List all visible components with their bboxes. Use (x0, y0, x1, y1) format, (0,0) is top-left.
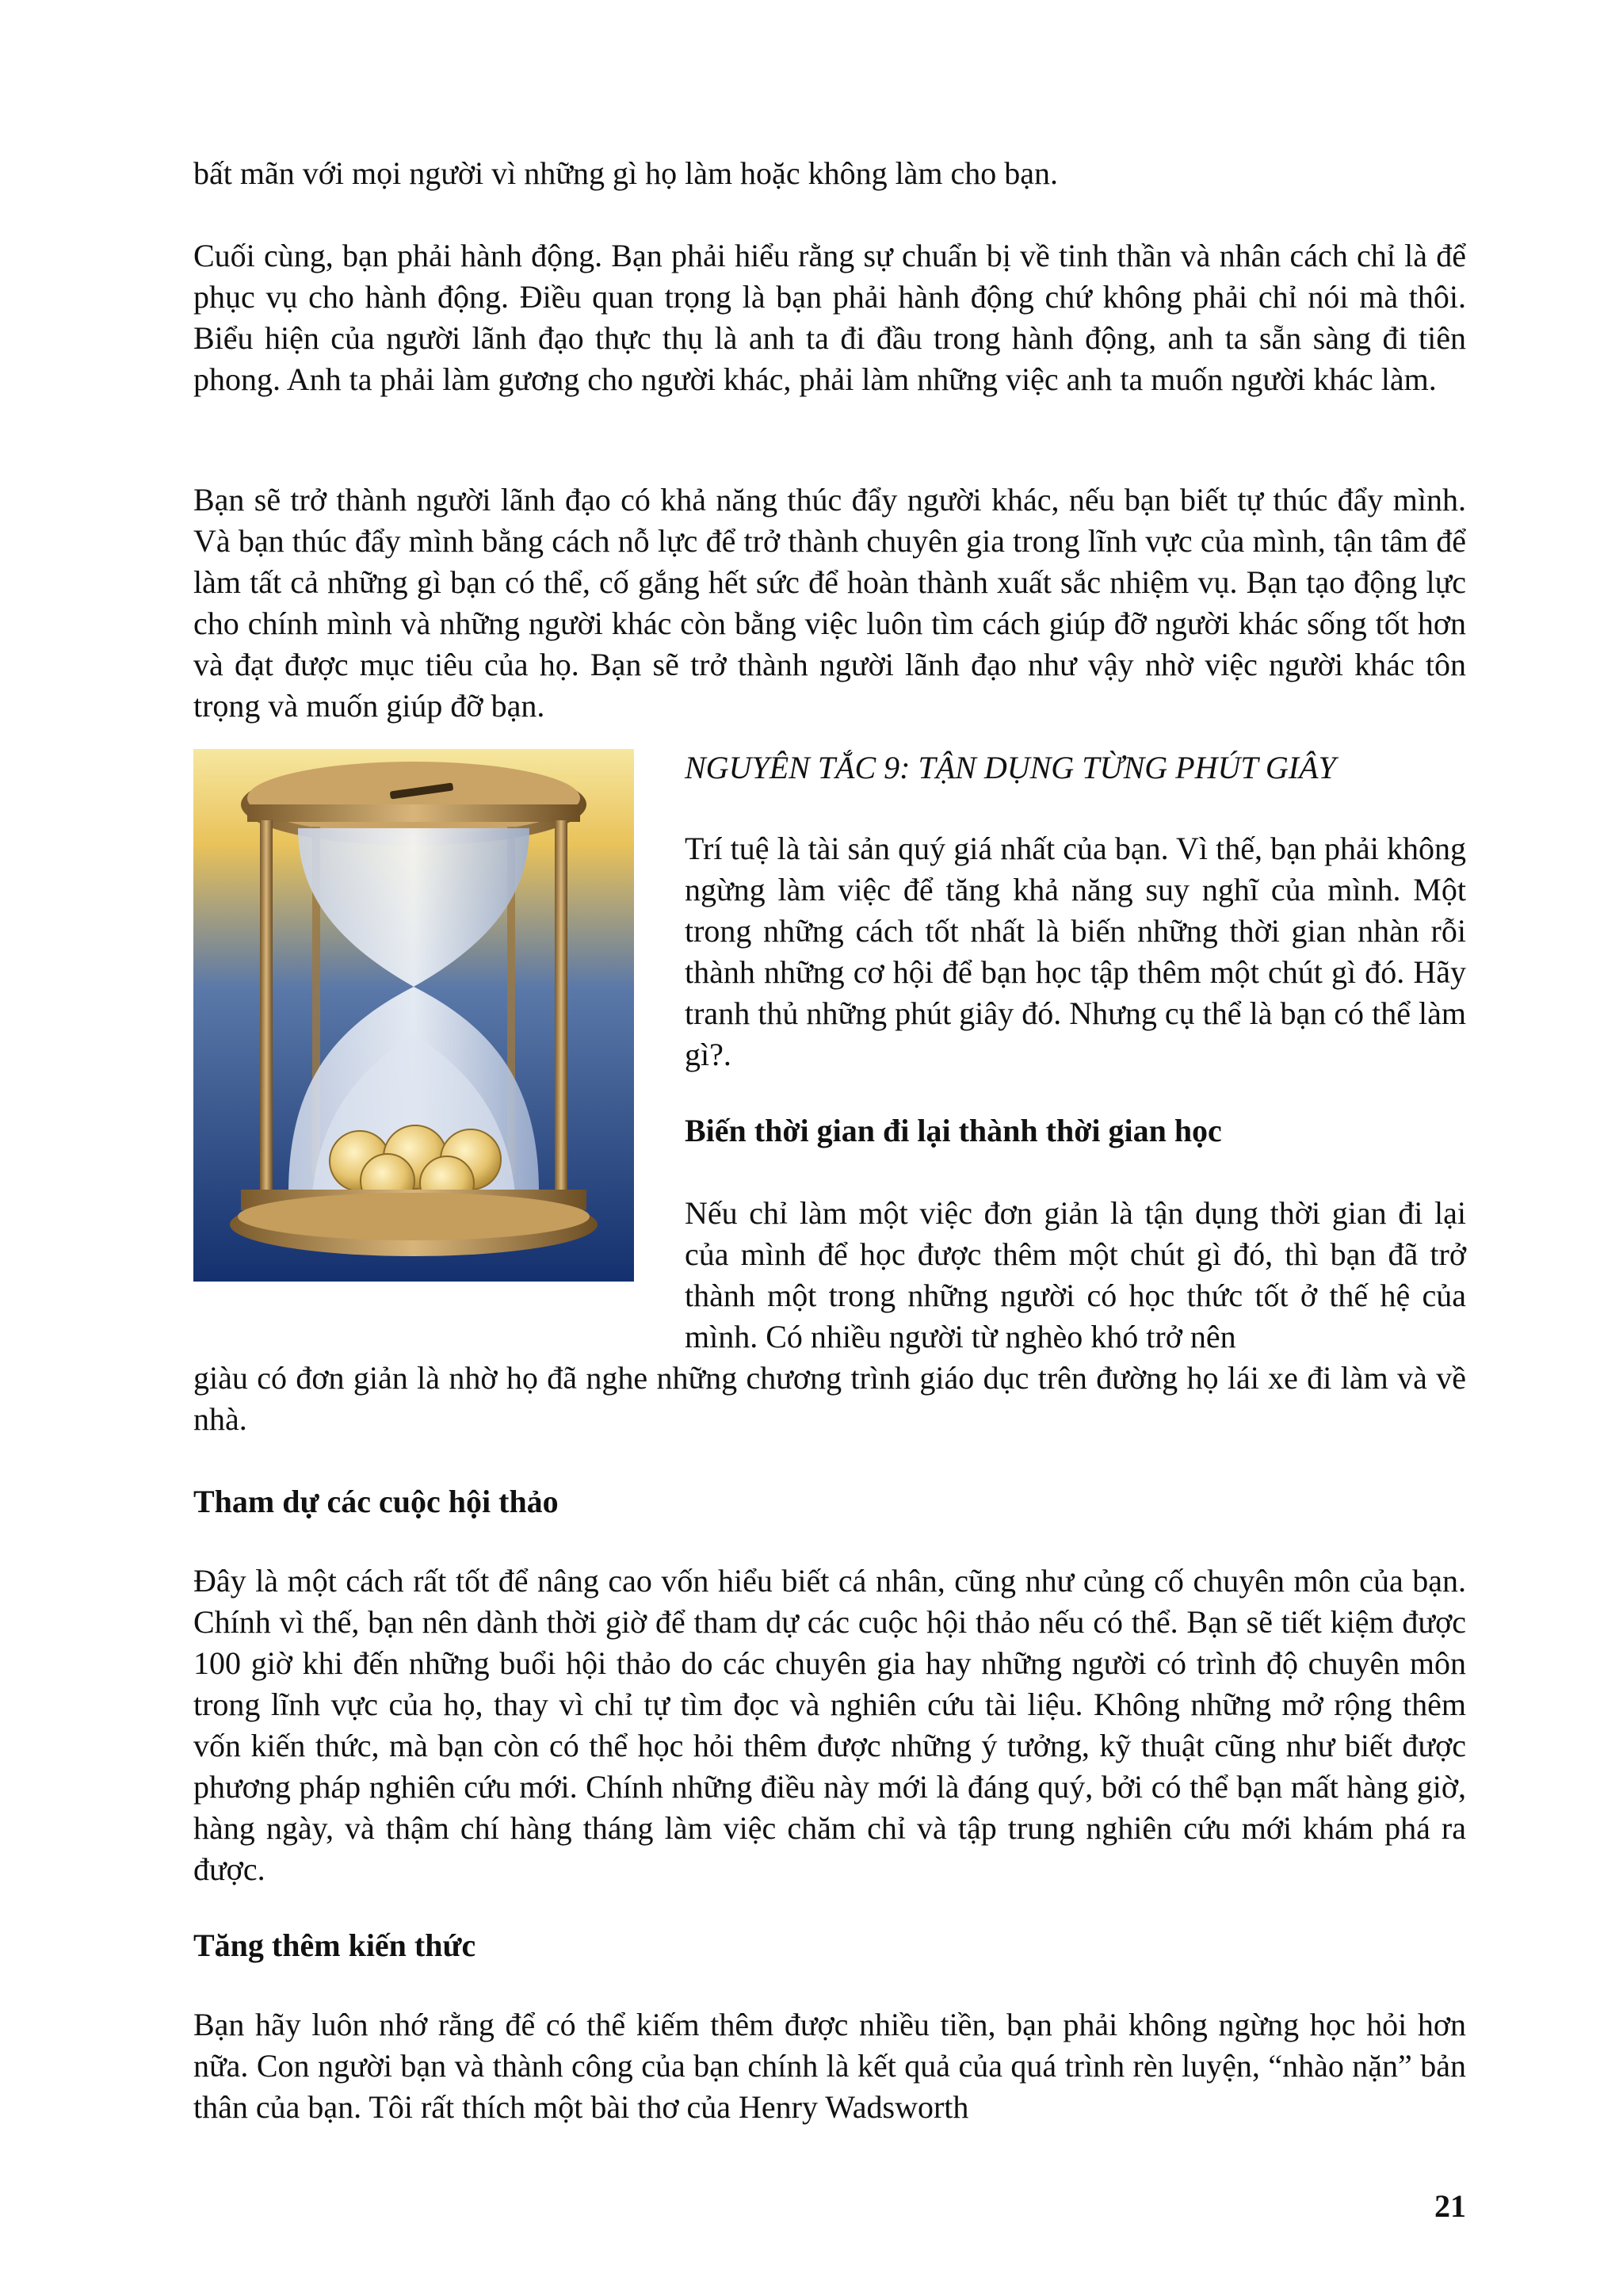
paragraph-continuation: bất mãn với mọi người vì những gì họ làm hoặc không làm cho bạn. (193, 155, 1059, 191)
heading-seminars: Tham dự các cuộc hội thảo (193, 1484, 559, 1519)
principle-title: NGUYÊN TẮC 9: TẬN DỤNG TỪNG PHÚT GIÂY (685, 750, 1336, 785)
paragraph-commute-continued: giàu có đơn giản là nhờ họ đã nghe những chương trình giáo dục trên đường họ lái xe đi làm và về nhà. (193, 1360, 1466, 1437)
paragraph-knowledge: Bạn hãy luôn nhớ rằng để có thể kiếm thêm được nhiều tiền, bạn phải không ngừng học hỏi hơn nữa. Con người bạn và thành công của bạn chính là kết quả của quá trình rèn luyện, “nhào nặn” bản thân của bạn. Tôi rất thích một bài thơ của Henry Wadsworth (193, 2007, 1466, 2125)
paragraph-action: Cuối cùng, bạn phải hành động. Bạn phải hiểu rằng sự chuẩn bị về tinh thần và nhân cách chỉ là để phục vụ cho hành động. Điều quan trọng là bạn phải hành động chứ không phải chỉ nói mà thôi. Biểu hiện của người lãnh đạo thực thụ là anh ta đi đầu trong hành động, anh ta sẵn sàng đi tiên phong. Anh ta phải làm gương cho người khác, phải làm những việc anh ta muốn người khác làm. (193, 238, 1466, 397)
paragraph-intellect: Trí tuệ là tài sản quý giá nhất của bạn. Vì thế, bạn phải không ngừng làm việc để tăng khả năng suy nghĩ của mình. Một trong những cách tốt nhất là biến những thời gian nhàn rỗi thành những cơ hội để bạn học tập thêm một chút gì đó. Hãy tranh thủ những phút giây đó. Nhưng cụ thể là bạn có thể làm gì?. (685, 831, 1466, 1072)
hourglass-illustration (193, 749, 634, 1282)
paragraph-seminars: Đây là một cách rất tốt để nâng cao vốn hiểu biết cá nhân, cũng như củng cố chuyên môn của bạn. Chính vì thế, bạn nên dành thời giờ để tham dự các cuộc hội thảo nếu có thể. Bạn sẽ tiết kiệm được 100 giờ khi đến những buổi hội thảo do các chuyên gia hay những người có trình độ chuyên môn trong lĩnh vực của họ, thay vì chỉ tự tìm đọc và nghiên cứu tài liệu. Không những mở rộng thêm vốn kiến thức, mà bạn còn có thể học hỏi thêm được những ý tưởng, kỹ thuật cũng như biết được phương pháp nghiên cứu mới. Chính những điều này mới là đáng quý, bởi có thể bạn mất hàng giờ, hàng ngày, và thậm chí hàng tháng làm việc chăm chỉ và tập trung nghiên cứu mới khám phá ra được. (193, 1563, 1466, 1887)
paragraph-leadership: Bạn sẽ trở thành người lãnh đạo có khả năng thúc đẩy người khác, nếu bạn biết tự thúc đẩy mình. Và bạn thúc đẩy mình bằng cách nỗ lực để trở thành chuyên gia trong lĩnh vực của mình, tận tâm để làm tất cả những gì bạn có thể, cố gắng hết sức để hoàn thành xuất sắc nhiệm vụ. Bạn tạo động lực cho chính mình và những người khác còn bằng việc luôn tìm cách giúp đỡ người khác sống tốt hơn và đạt được mục tiêu của họ. Bạn sẽ trở thành người lãnh đạo như vậy nhờ việc người khác tôn trọng và muốn giúp đỡ bạn. (193, 482, 1466, 724)
hourglass-coin-bank-icon (193, 749, 634, 1282)
heading-commute-learning: Biến thời gian đi lại thành thời gian học (685, 1113, 1222, 1148)
heading-knowledge: Tăng thêm kiến thức (193, 1927, 476, 1963)
page-number: 21 (1434, 2188, 1466, 2224)
paragraph-commute-wrapped: Nếu chỉ làm một việc đơn giản là tận dụng thời gian đi lại của mình để học được thêm một chút gì đó, thì bạn đã trở thành một trong những người có học thức tốt ở thế hệ của mình. Có nhiều người từ nghèo khó trở nên (685, 1195, 1466, 1354)
